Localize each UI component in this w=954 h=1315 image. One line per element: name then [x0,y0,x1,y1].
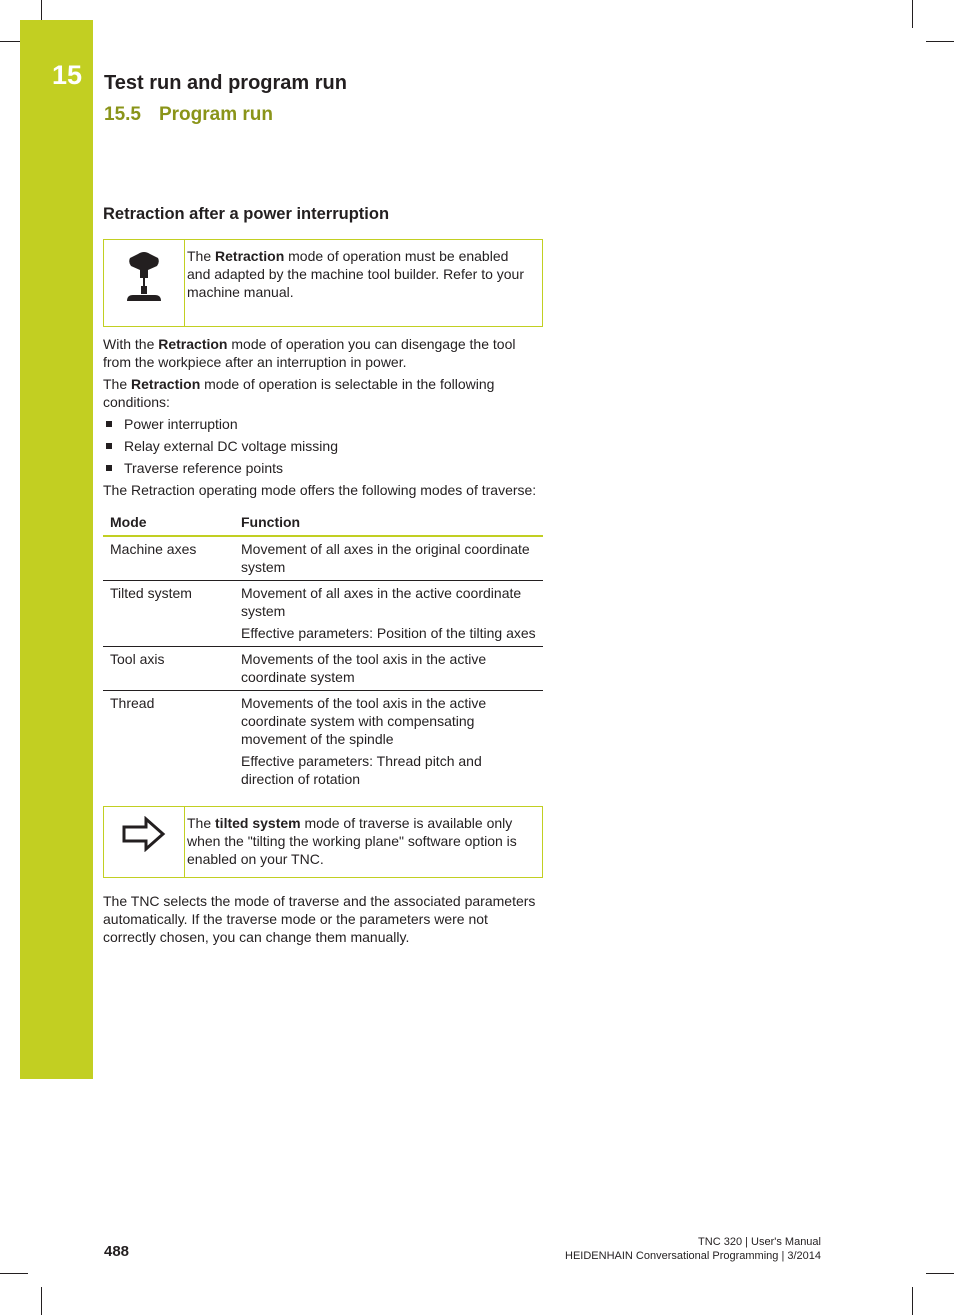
arrow-right-icon [122,816,166,852]
crop-mark [912,0,913,28]
paragraph-closing: The TNC selects the mode of traverse and the associated parameters automatically. If the traverse mode or the parameters were not correctly chosen, you can change them manually. [103,893,536,945]
list-item: Power interruption [103,415,543,433]
list-item: Traverse reference points [103,459,543,477]
paragraph-conditions: The Retraction mode of operation is selectable in the following conditions: [103,376,495,410]
machine-note-text: The Retraction mode of operation must be enabled and adapted by the machine tool builder. Refer to your machine manual. [187,248,524,300]
info-note-text: The tilted system mode of traverse is available only when the "tilting the working plane" software option is enabled on your TNC. [187,815,517,867]
section-title [104,104,273,126]
table-row [103,581,543,647]
section-name: Program run [158,104,274,125]
table-cell-mode: Machine axes [103,536,234,581]
machine-note-icon-cell [104,240,185,326]
table-cell-function: Movements of the tool axis in the active coordinate system with compensating movement of the spindle Effective parameters: Thread pitch and direction of rotation [241,695,487,787]
chapter-tab-bar [20,20,93,1079]
traverse-modes-table [103,509,543,792]
bullet-icon [106,443,112,449]
table-cell-function: Movement of all axes in the active coordinate system Effective parameters: Position of the tilting axes [234,581,543,647]
footer-info [565,1235,821,1263]
bullet-icon [106,465,112,471]
table-header-function: Function [234,509,543,536]
table-row [103,536,543,581]
paragraph-modes: The Retraction operating mode offers the following modes of traverse: [103,482,537,498]
chapter-number: 15 [52,60,83,90]
bullet-icon [106,421,112,427]
table-cell-function: Movement of all axes in the original coordinate system [234,536,543,581]
table-header-mode: Mode [103,509,234,536]
table-cell-mode: Tilted system [103,581,234,647]
table-cell-function: Movements of the tool axis in the active coordinate system [234,647,543,691]
machine-note-box [103,239,543,327]
table-row [103,647,543,691]
heading: Retraction after a power interruption [103,205,390,223]
list-item: Relay external DC voltage missing [103,437,543,455]
section-number: 15.5 [104,104,141,125]
crop-mark [912,1287,913,1315]
crop-mark [0,41,20,42]
crop-mark [926,1273,954,1274]
paragraph-intro: With the Retraction mode of operation you can disengage the tool from the workpiece after an interruption in power. [103,336,516,370]
crop-mark [926,41,954,42]
conditions-list [103,415,543,477]
main-content [103,205,543,950]
crop-mark [41,1287,42,1315]
chapter-title: Test run and program run [104,72,347,94]
table-row [103,691,543,793]
info-note-box [103,806,543,878]
machine-icon [124,250,164,306]
table-cell-mode: Tool axis [103,647,234,691]
footer-line-2: HEIDENHAIN Conversational Programming | 3/2014 [565,1250,821,1262]
info-note-icon-cell [104,807,185,877]
table-header-row [103,509,543,536]
crop-mark [41,0,42,20]
crop-mark [0,1273,28,1274]
table-cell-mode: Thread [110,695,155,711]
page-number: 488 [104,1243,130,1260]
footer-line-1: TNC 320 | User's Manual [698,1236,821,1248]
